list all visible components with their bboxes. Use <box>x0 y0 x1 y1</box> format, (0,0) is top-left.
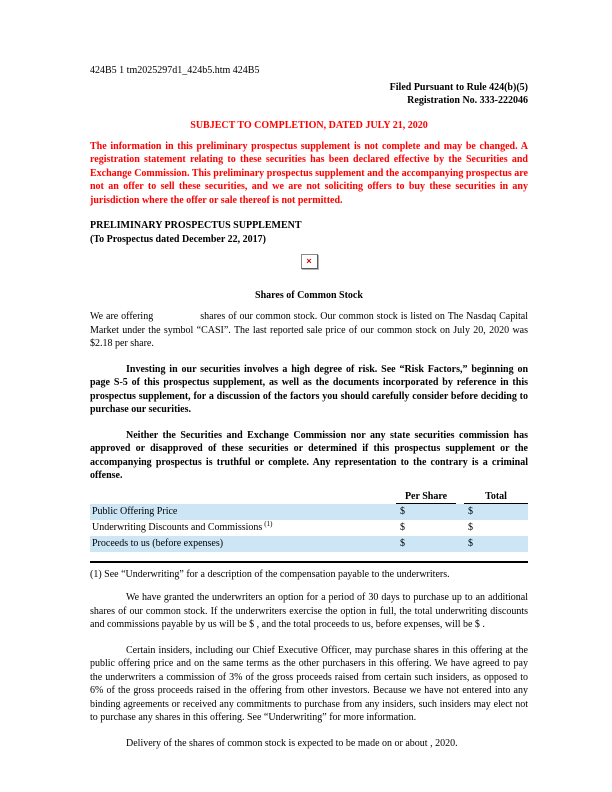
logo-placeholder-row <box>90 254 528 270</box>
table-row <box>90 536 528 552</box>
total-column-header: Total <box>464 491 528 504</box>
insiders-paragraph: Certain insiders, including our Chief Executive Officer, may purchase shares in this offering at the public offering price and on the same terms as the other purchasers in this offering. We have agreed to pay the underwriters a commission of 3% of the gross proceeds raised from certain such insiders, as opposed to 6% of the gross proceeds raised in the offering from other investors. Because we have not entered into any binding agreements or received any commitments to purchase from any insiders, such insiders may elect not to purchase any shares in this offering. See “Underwriting” for more information. <box>90 644 528 723</box>
per-share-value: $ <box>400 506 405 517</box>
registration-number-line: Registration No. 333-222046 <box>407 95 528 106</box>
total-value: $ <box>468 522 473 533</box>
prospectus-supplement-title: PRELIMINARY PROSPECTUS SUPPLEMENT <box>90 220 302 231</box>
sec-disclaimer-paragraph: Neither the Securities and Exchange Commission nor any state securities commission has approved or disapproved of these securities or determined if this prospectus supplement or the accompanying prospectus is truthful or complete. Any representation to the contrary is a criminal offense. <box>90 429 528 481</box>
table-row <box>90 504 528 520</box>
delivery-paragraph: Delivery of the shares of common stock is expected to be made on or about , 2020. <box>126 737 458 749</box>
table-header-row <box>90 491 528 504</box>
offering-paragraph: We are offering shares of our common stock. Our common stock is listed on The Nasdaq Capital Market under the symbol “CASI”. The last reported sale price of our common stock on July 20, 2020 was $2.18 per share. <box>90 311 528 349</box>
risk-factors-paragraph: Investing in our securities involves a high degree of risk. See “Risk Factors,” beginning on page S-5 of this prospectus supplement, as well as the documents incorporated by reference in this prospectus supplement, for a discussion of the factors you should carefully consider before deciding to purchase our securities. <box>90 363 528 415</box>
footnote-marker: (1) <box>264 519 273 528</box>
prospectus-dated-subtitle: (To Prospectus dated December 22, 2017) <box>90 233 266 245</box>
edgar-file-header: 424B5 1 tm2025297d1_424b5.htm 424B5 <box>90 65 260 76</box>
subject-to-completion-line: SUBJECT TO COMPLETION, DATED JULY 21, 2020 <box>190 119 428 131</box>
per-share-value: $ <box>400 538 405 549</box>
row-label: Underwriting Discounts and Commissions $^{(1)}$ <box>92 519 273 533</box>
overallotment-option-paragraph: We have granted the underwriters an option for a period of 30 days to purchase up to an additional shares of our common stock. If the underwriters exercise the option in full, the total underwriting discounts and commissions payable by us will be $ , and the total proceeds to us, before expenses, will be $ . <box>90 592 528 630</box>
row-label: Public Offering Price <box>92 506 178 517</box>
filed-pursuant-line: Filed Pursuant to Rule 424(b)(5) <box>389 81 528 93</box>
filing-reference-block <box>90 81 528 108</box>
horizontal-rule <box>90 561 528 563</box>
total-value: $ <box>468 538 473 549</box>
table-row <box>90 520 528 536</box>
broken-image-x-glyph: × <box>306 256 312 266</box>
broken-image-icon <box>301 254 318 269</box>
per-share-value: $ <box>400 522 405 533</box>
underwriting-footnote: (1) See “Underwriting” for a description of the compensation payable to the underwriters. <box>90 568 450 580</box>
total-value: $ <box>468 506 473 517</box>
document-title-block <box>90 219 528 246</box>
shares-of-common-stock-heading: Shares of Common Stock <box>255 290 363 301</box>
row-label: Proceeds to us (before expenses) <box>92 538 224 549</box>
per-share-column-header: Per Share <box>396 491 456 504</box>
offering-price-table <box>90 491 528 552</box>
preliminary-notice-paragraph: The information in this preliminary prospectus supplement is not complete and may be changed. A registration statement relating to these securities has been declared effective by the Securities and Exchange Commission. This preliminary prospectus supplement and the accompanying prospectus are not an offer to sell these securities, and we are not soliciting offers to buy these securities in any jurisdiction where the offer or sale thereof is not permitted. <box>90 140 528 206</box>
